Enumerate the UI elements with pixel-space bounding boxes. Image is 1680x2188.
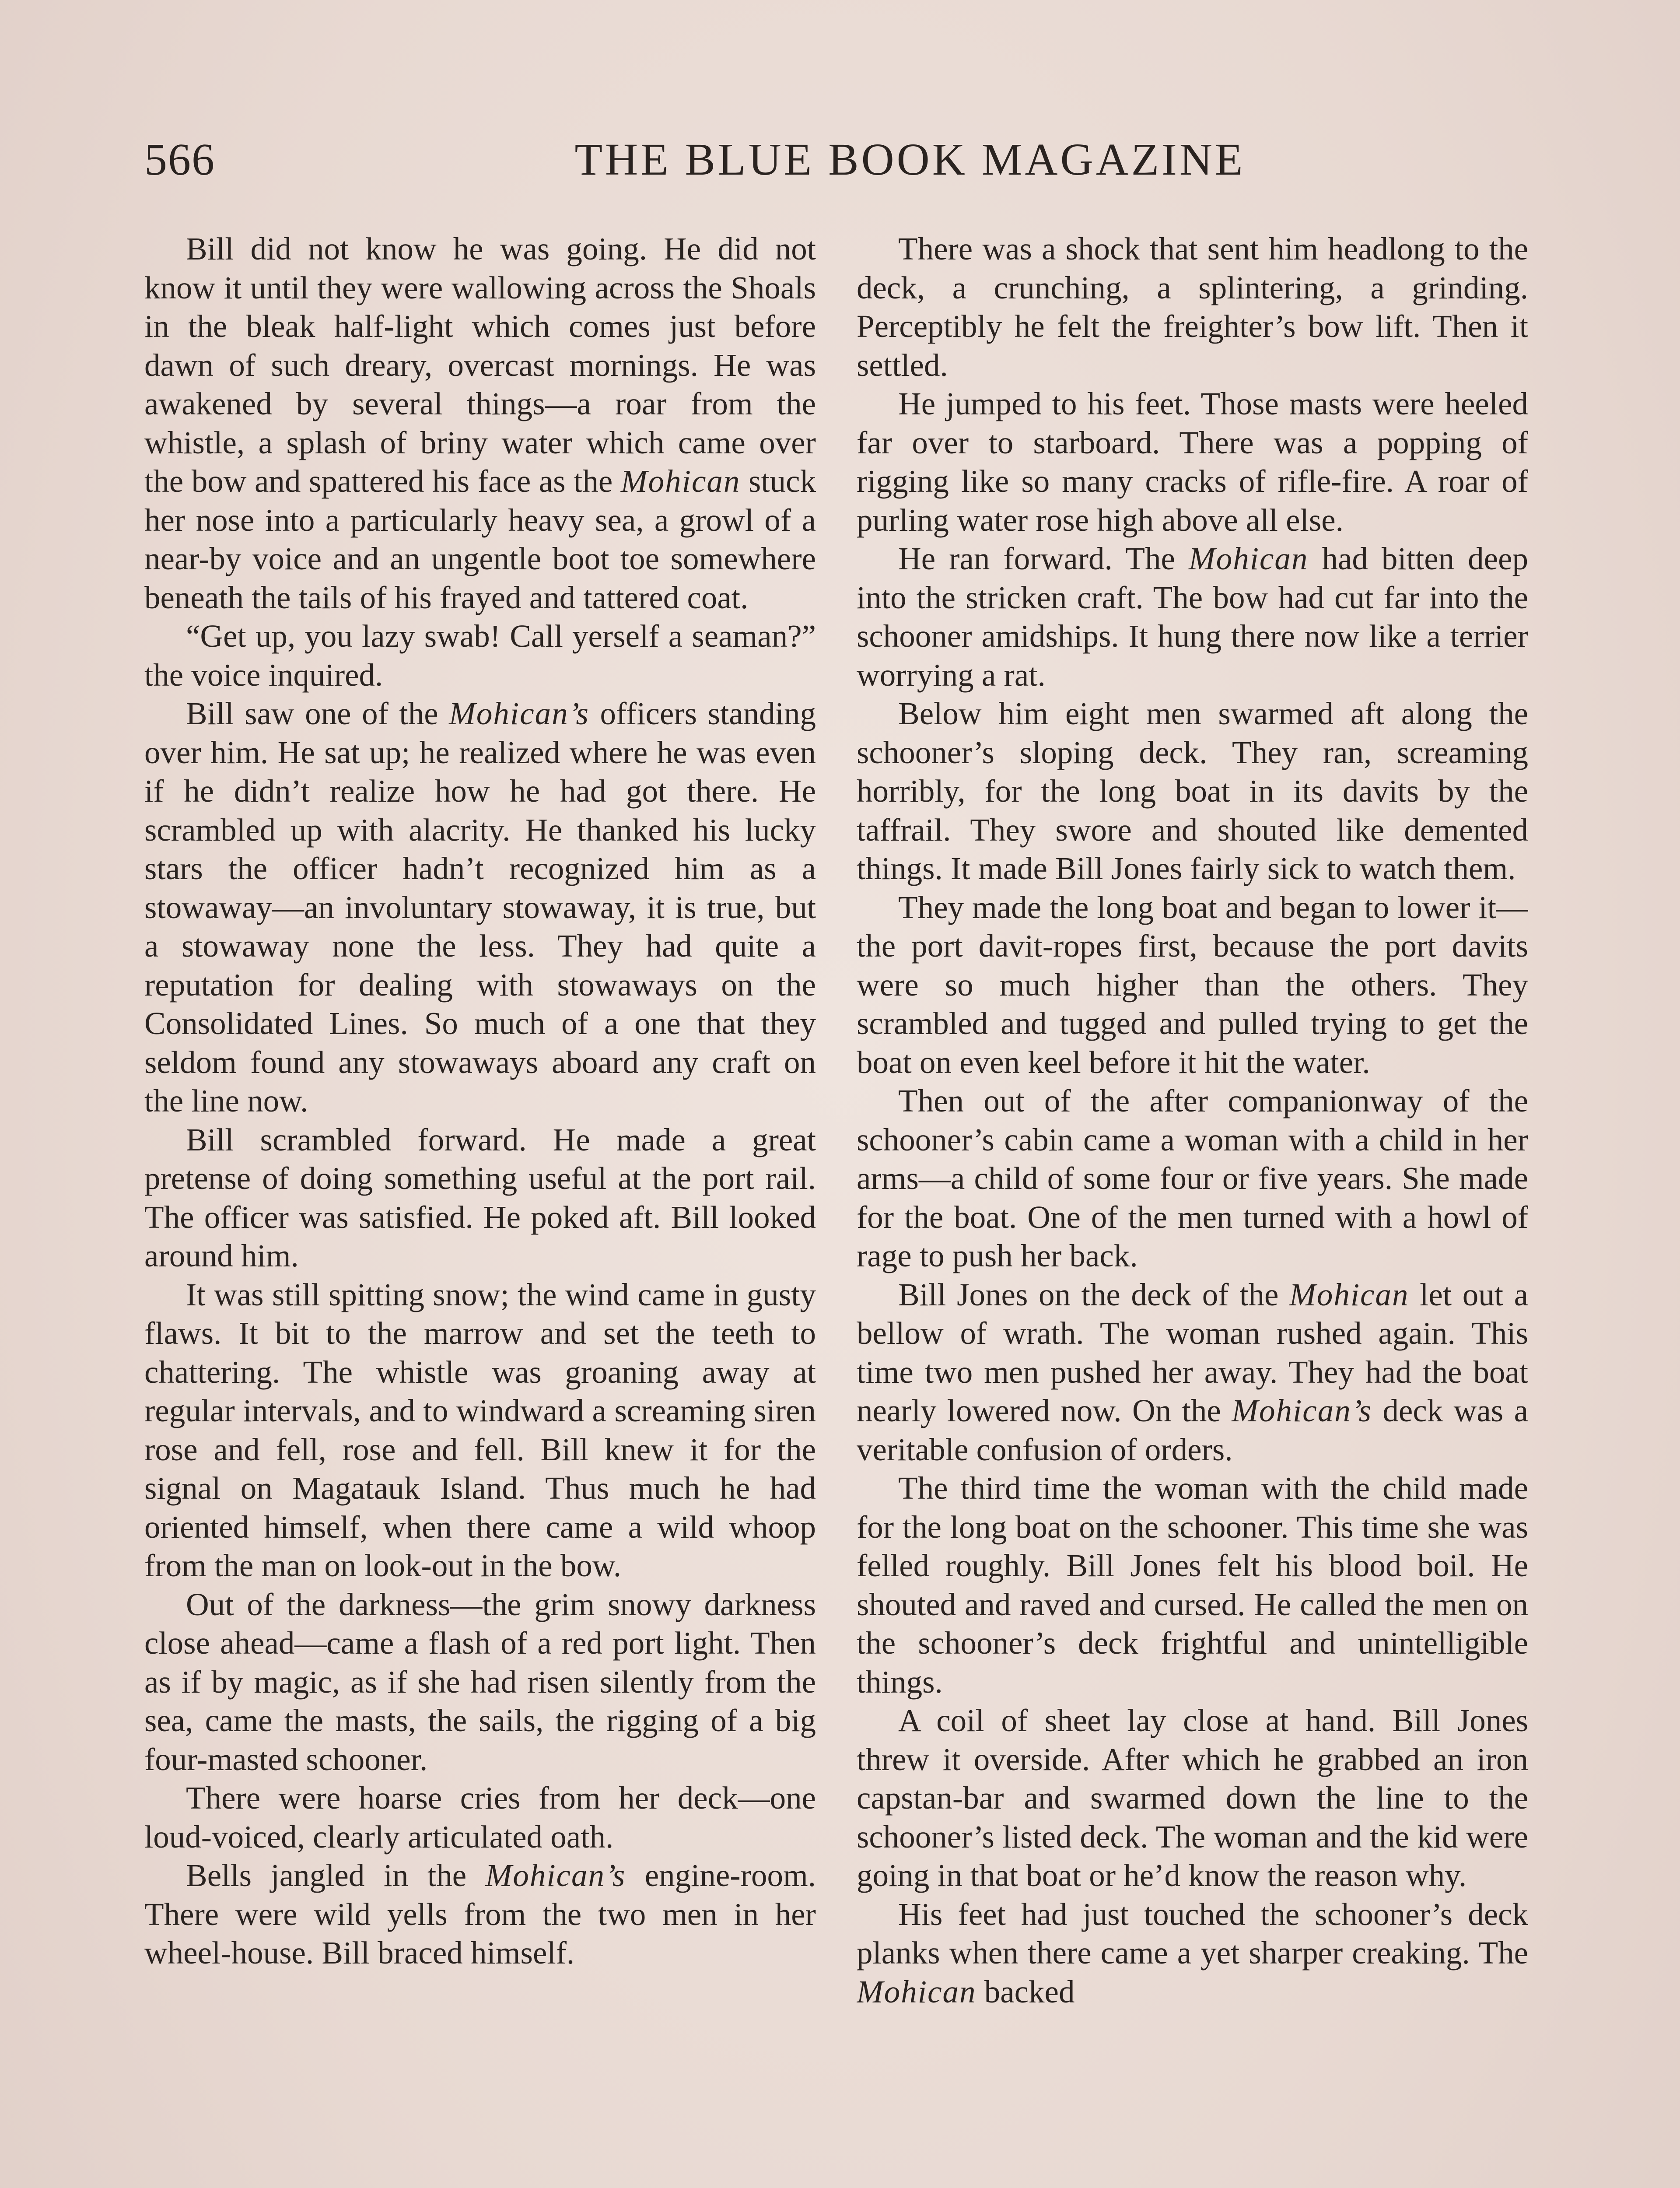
left-text-column (144, 230, 816, 2188)
paragraph: “Get up, you lazy swab! Call yerself a seaman?” the voice inquired. (144, 618, 816, 693)
paragraph: It was still spitting snow; the wind came in gusty flaws. It bit to the marrow and set the teeth to chattering. The whistle was groaning away at regular intervals, and to windward a screaming siren rose and fell, rose and fell. Bill knew it for the signal on Magatauk Island. Thus much he had oriented himself, when there came a wild whoop from the man on look-out in the bow. (144, 1276, 816, 1583)
paragraph: There was a shock that sent him headlong to the deck, a crunching, a splintering, a grinding. Perceptibly he felt the freighter’s bow lift. Then it settled. (857, 231, 1528, 383)
paragraph: Bells jangled in the Mohican’s engine-room. There were wild yells from the two men in her wheel-house. Bill braced himself. (144, 1858, 816, 1971)
paragraph: There were hoarse cries from her deck—one loud-voiced, clearly articulated oath. (144, 1780, 816, 1855)
paragraph: A coil of sheet lay close at hand. Bill Jones threw it overside. After which he grabbed an iron capstan-bar and swarmed down the line to the schooner’s listed deck. The woman and the kid were going in that boat or he’d know the reason why. (857, 1703, 1528, 1893)
ship-name: Mohican (1289, 1276, 1409, 1312)
page-header (144, 127, 1536, 193)
paragraph: Then out of the after companionway of the schooner’s cabin came a woman with a child in her arms—a child of some four or five years. She made for the boat. One of the men turned with a howl of rage to push her back. (857, 1083, 1528, 1273)
paragraph: They made the long boat and began to lower it—the port davit-ropes first, because the port davits were so much higher than the others. They scrambled and tugged and pulled trying to get the boat on even keel before it hit the water. (857, 889, 1528, 1080)
ship-name: Mohican (1188, 541, 1309, 576)
magazine-title: THE BLUE BOOK MAGAZINE (574, 134, 1246, 185)
paragraph: He ran forward. The Mohican had bitten deep into the stricken craft. The bow had cut far into the schooner amidships. It hung there now like a terrier worrying a rat. (857, 541, 1528, 693)
ship-name: Mohican’s (449, 696, 589, 731)
paragraph: Bill saw one of the Mohican’s officers standing over him. He sat up; he realized where he was even if he didn’t realize how he had got there. He scrambled up with alacrity. He thanked his lucky stars the officer hadn’t recognized him as a stowaway—an involuntary stowaway, it is true, but a stowaway none the less. They had quite a reputation for dealing with stowaways on the Consolidated Lines. So much of a one that they seldom found any stowaways aboard any craft on the line now. (144, 696, 816, 1119)
paragraph: He jumped to his feet. Those masts were heeled far over to starboard. There was a popping of rigging like so many cracks of rifle-fire. A roar of purling water rose high above all else. (857, 386, 1528, 538)
paragraph: Below him eight men swarmed aft along the schooner’s sloping deck. They ran, screaming horribly, for the long boat in its davits by the taffrail. They swore and shouted like demented things. It made Bill Jones fairly sick to watch them. (857, 696, 1528, 886)
ship-name: Mohican (620, 463, 741, 499)
ship-name: Mohican’s (485, 1858, 626, 1893)
ship-name: Mohican’s (1232, 1393, 1372, 1428)
paragraph: Out of the darkness—the grim snowy darkness close ahead—came a flash of a red port light. Then as if by magic, as if she had risen silently from the sea, came the masts, the sails, the rigging of a big four-masted schooner. (144, 1586, 816, 1777)
ship-name: Mohican (857, 1974, 976, 2009)
page-number: 566 (144, 134, 215, 185)
paragraph: Bill Jones on the deck of the Mohican let out a bellow of wrath. The woman rushed again. This time two men pushed her away. They had the boat nearly lowered now. On the Mohican’s deck was a veritable confusion of orders. (857, 1276, 1528, 1467)
paragraph: His feet had just touched the schooner’s deck planks when there came a yet sharper creaking. The Mohican backed (857, 1896, 1528, 2009)
paragraph: The third time the woman with the child made for the long boat on the schooner. This time she was felled roughly. Bill Jones felt his blood boil. He shouted and raved and cursed. He called the men on the schooner’s deck frightful and unintelligible things. (857, 1470, 1528, 1700)
paragraph: Bill scrambled forward. He made a great pretense of doing something useful at the port rail. The officer was satisfied. He poked aft. Bill looked around him. (144, 1122, 816, 1273)
paragraph: Bill did not know he was going. He did not know it until they were wallowing across the Shoals in the bleak half-light which comes just before dawn of such dreary, overcast mornings. He was awakened by several things—a roar from the whistle, a splash of briny water which came over the bow and spattered his face as the Mohican stuck her nose into a particularly heavy sea, a growl of a near-by voice and an ungentle boot toe somewhere beneath the tails of his frayed and tattered coat. (144, 231, 816, 615)
right-text-column (857, 230, 1528, 2188)
